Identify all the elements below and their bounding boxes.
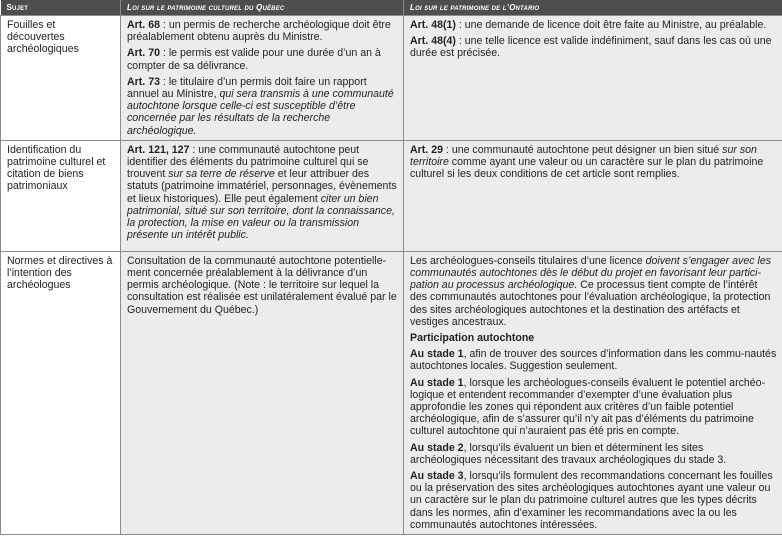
quebec-cell: Consultation de la communauté autochtone potentielle-ment concernée préalablement à la délivrance d’un permis archéologique. (Note : le territoire sur lequel la consultation est réalisée est unilatéralement évalué par le Gouvernement du Québec.) [121,251,404,534]
article-number: Art. 48(1) [410,19,456,31]
article-number: Art. 73 [127,75,160,88]
article-block [410,35,777,59]
article-text-italic: citer un bien patrimonial, situé sur son territoire, dont la connaissance, la protection, la mise en valeur ou la transmission présente un intérêt public. [127,192,395,242]
stage-block [410,377,777,438]
quebec-cell [121,140,404,251]
header-quebec-law: Loi sur le patrimoine culturel du Québec [121,0,404,16]
article-text: : le titulaire d’un permis doit faire un rapport annuel au Ministre, [127,75,367,101]
participation-title: Participation autochtone [410,332,535,345]
subject-cell: Normes et directives à l’intention des archéologues [1,251,121,534]
stage-label: Au stade 1 [410,348,464,361]
article-number: Art. 48(4) [410,35,456,48]
article-text: comme ayant une valeur ou un caractère sur le plan du patrimoine culturel si les deux conditions de cet article sont remplies. [410,156,764,181]
article-block [410,19,777,31]
article-number: Art. 68 [127,19,160,31]
stage-label: Au stade 3 [410,470,464,483]
article-text: et leur attribuer des statuts (patrimoine immatériel, personnages, évènements et lieux historiques). Elle peut également [127,168,397,205]
stage-text: , afin de trouver des sources d’information dans les commu-nautés autochtones locales. Suggestion seulement. [410,348,777,373]
article-text: : un permis de recherche archéologique doit être préalablement obtenu auprès du Ministre. [127,19,391,44]
subject-cell: Fouilles et découvertes archéologiques [1,16,121,141]
stage-text: , lorsqu’ils évaluent un bien et déterminent les sites archéologiques nécessitant des travaux archéologiques du stade 3. [410,441,727,466]
table-row [1,140,782,251]
quebec-cell [121,16,404,141]
article-number: Art. 121, 127 [127,143,190,156]
article-number: Art. 29 [410,143,443,156]
header-ontario-law: Loi sur le patrimoine de l’Ontario [404,0,782,16]
article-text: : une communauté autochtone peut désigner un bien situé [442,143,723,156]
header-subject: Sujet [1,0,121,16]
table-row [1,251,782,534]
article-text-italic: sur sa terre de réserve [168,168,275,181]
article-text-italic: sur son territoire [410,143,757,169]
stage-text: , lorsque les archéologues-conseils évaluent le potentiel archéo-logique et entendent recommander d’exempter d’une évaluation plus approfondie les zones qui répondent aux critères d’un faible potentiel archéologique, afin de s’assurer qu’il n’y ait pas d’éléments du patrimoine culturel autochtone qui n’auraient pas été pris en compte. [410,376,766,438]
stage-label: Au stade 2 [410,441,464,454]
subject-cell: Identification du patrimoine culturel et citation de biens patrimoniaux [1,140,121,251]
stage-block [410,442,777,466]
article-block [127,19,398,43]
article-text: : le permis est valide pour une durée d’un an à compter de sa délivrance. [127,47,381,72]
stage-label: Au stade 1 [410,376,464,389]
intro-text: Ce processus tient compte de l’intérêt des communautés autochtones pour l’évaluation archéologique, la protection des sites archéologiques autochtones et la destination des artéfacts et vestiges ancestraux. [410,279,771,328]
article-text: : une telle licence est valide indéfiniment, sauf dans les cas où une durée est précisée. [410,35,772,60]
article-text: : une demande de licence doit être faite au Ministre, au préalable. [455,19,767,31]
header-row [1,0,782,16]
ontario-cell [404,140,782,251]
intro-text: Les archéologues-conseils titulaires d’une licence [410,254,646,267]
table-row [1,16,782,141]
article-block [127,144,398,242]
stage-block [410,470,777,531]
article-block [410,144,777,181]
stage-text: , lorsqu’ils formulent des recommandations concernant les fouilles ou la préservation des sites archéologiques autochtones ayant une valeur ou un caractère sur le plan du patrimoine culturel autres que les types décrits dans les normes, afin d’examiner les recommandations avec la ou les communautés autochtones intéressées. [410,470,773,531]
article-text-italic: qui sera transmis à une communauté autochtone lorsque celle-ci est susceptible d’être concernée par les résultats de la recherche archéologique. [127,88,394,137]
stage-block [410,348,777,372]
article-block [127,76,398,137]
intro-paragraph [410,255,777,328]
article-number: Art. 70 [127,47,160,60]
article-text: : une communauté autochtone peut identifier des éléments du patrimoine culturel qui se trouvent [127,143,369,181]
ontario-cell [404,251,782,534]
intro-text-italic: doivent s’engager avec les communautés autochtones dès le début du projet en favorisant leur partici-pation au processus archéologique. [410,254,772,292]
ontario-cell [404,16,782,141]
article-block [127,47,398,71]
